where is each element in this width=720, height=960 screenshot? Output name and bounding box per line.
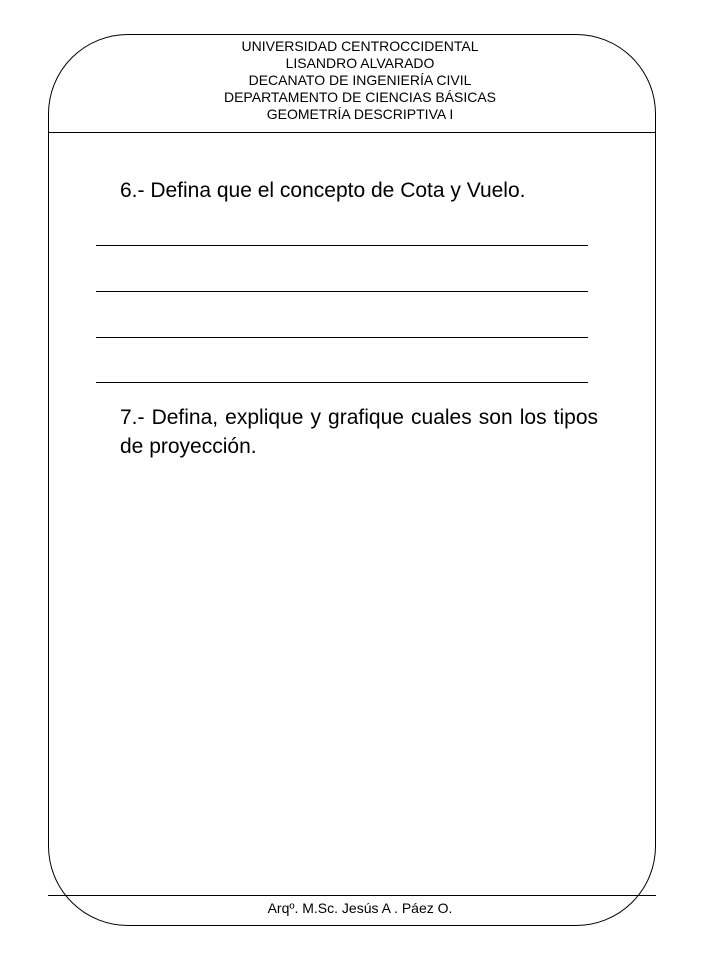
- header-university-name: LISANDRO ALVARADO: [285, 55, 435, 71]
- header-divider: [48, 132, 656, 133]
- question-6: 6.- Defina que el concepto de Cota y Vuelo.: [120, 179, 526, 202]
- footer-divider: [48, 895, 656, 896]
- footer-author: Arqº. M.Sc. Jesús A . Páez O.: [267, 900, 453, 916]
- answer-line: [96, 291, 588, 292]
- answer-line: [96, 337, 588, 338]
- header-department: DEPARTAMENTO DE CIENCIAS BÁSICAS: [223, 89, 497, 105]
- answer-line: [96, 245, 588, 246]
- question-7: 7.- Defina, explique y grafique cuales son los tipos de proyección.: [120, 406, 598, 458]
- header-university: UNIVERSIDAD CENTROCCIDENTAL: [241, 38, 479, 54]
- answer-line: [96, 382, 588, 383]
- document-header: [0, 38, 720, 123]
- header-deanery: DECANATO DE INGENIERÍA CIVIL: [248, 72, 472, 88]
- page-border-frame: [48, 34, 656, 926]
- header-course: GEOMETRÍA DESCRIPTIVA I: [266, 106, 454, 122]
